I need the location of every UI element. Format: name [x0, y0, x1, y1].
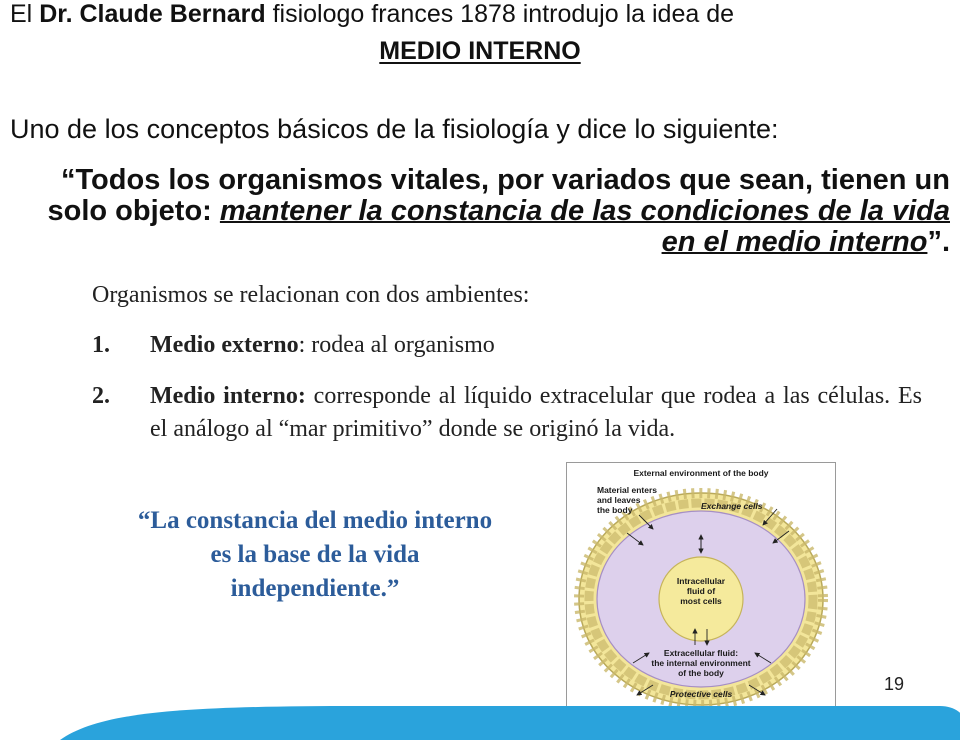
title-line [10, 0, 734, 29]
material-label: and leaves [597, 495, 641, 505]
item-number: 1. [92, 332, 110, 358]
list-item-internal [92, 380, 923, 442]
item-term: Medio externo [150, 332, 299, 358]
quote-emphasis: mantener la constancia de las condiciones de la vida en el medio interno [219, 195, 950, 258]
item-sep [306, 383, 314, 409]
internal-environment-figure [566, 462, 836, 722]
constancy-quote [80, 504, 550, 606]
page-number: 19 [884, 674, 905, 694]
intracellular-label: Intracellular [676, 576, 726, 586]
bernard-quote [14, 165, 950, 258]
exchange-label: Exchange cells [701, 501, 763, 511]
extracellular-label: Extracellular fluid: [663, 648, 739, 658]
scan-intro: Organismos se relacionan con dos ambientes: [92, 282, 530, 308]
item-desc: rodea al organismo [311, 332, 495, 358]
title-prefix: El [10, 0, 40, 28]
quote-line: independiente.” [230, 575, 400, 602]
scientist-name: Dr. Claude Bernard [39, 0, 266, 28]
list-item-external [92, 332, 495, 359]
item-term: Medio interno: [150, 383, 306, 409]
concept-heading [0, 37, 960, 66]
extracellular-label: the internal environment [651, 658, 751, 668]
quote-line: “La constancia del medio interno [137, 507, 493, 534]
item-desc: corresponde al líquido extracelular que rodea a las células. Es el análogo al “mar primitivo” donde se originó la vida. [150, 383, 923, 442]
protective-label: Protective cells [669, 689, 733, 699]
quote-open: “Todos los organismos vitales, por variados que sean, tienen un solo objeto: [47, 164, 950, 227]
quote-close: ”. [927, 226, 950, 258]
footer-blue-swoosh [60, 700, 960, 740]
item-number: 2. [92, 383, 110, 409]
concept-text: MEDIO INTERNO [379, 37, 581, 65]
external-label: External environment of the body [633, 468, 769, 478]
quote-line: es la base de la vida [210, 541, 420, 568]
intracellular-label: fluid of [686, 586, 716, 596]
material-label: the body [597, 505, 633, 515]
intro-line: Uno de los conceptos básicos de la fisiología y dice lo siguiente: [10, 114, 779, 144]
body-diagram [567, 463, 835, 721]
item-sep: : [298, 332, 312, 358]
extracellular-label: of the body [678, 668, 724, 678]
intracellular-label: most cells [680, 596, 722, 606]
title-suffix: fisiologo frances 1878 introdujo la idea de [265, 0, 735, 28]
material-label: Material enters [597, 485, 657, 495]
